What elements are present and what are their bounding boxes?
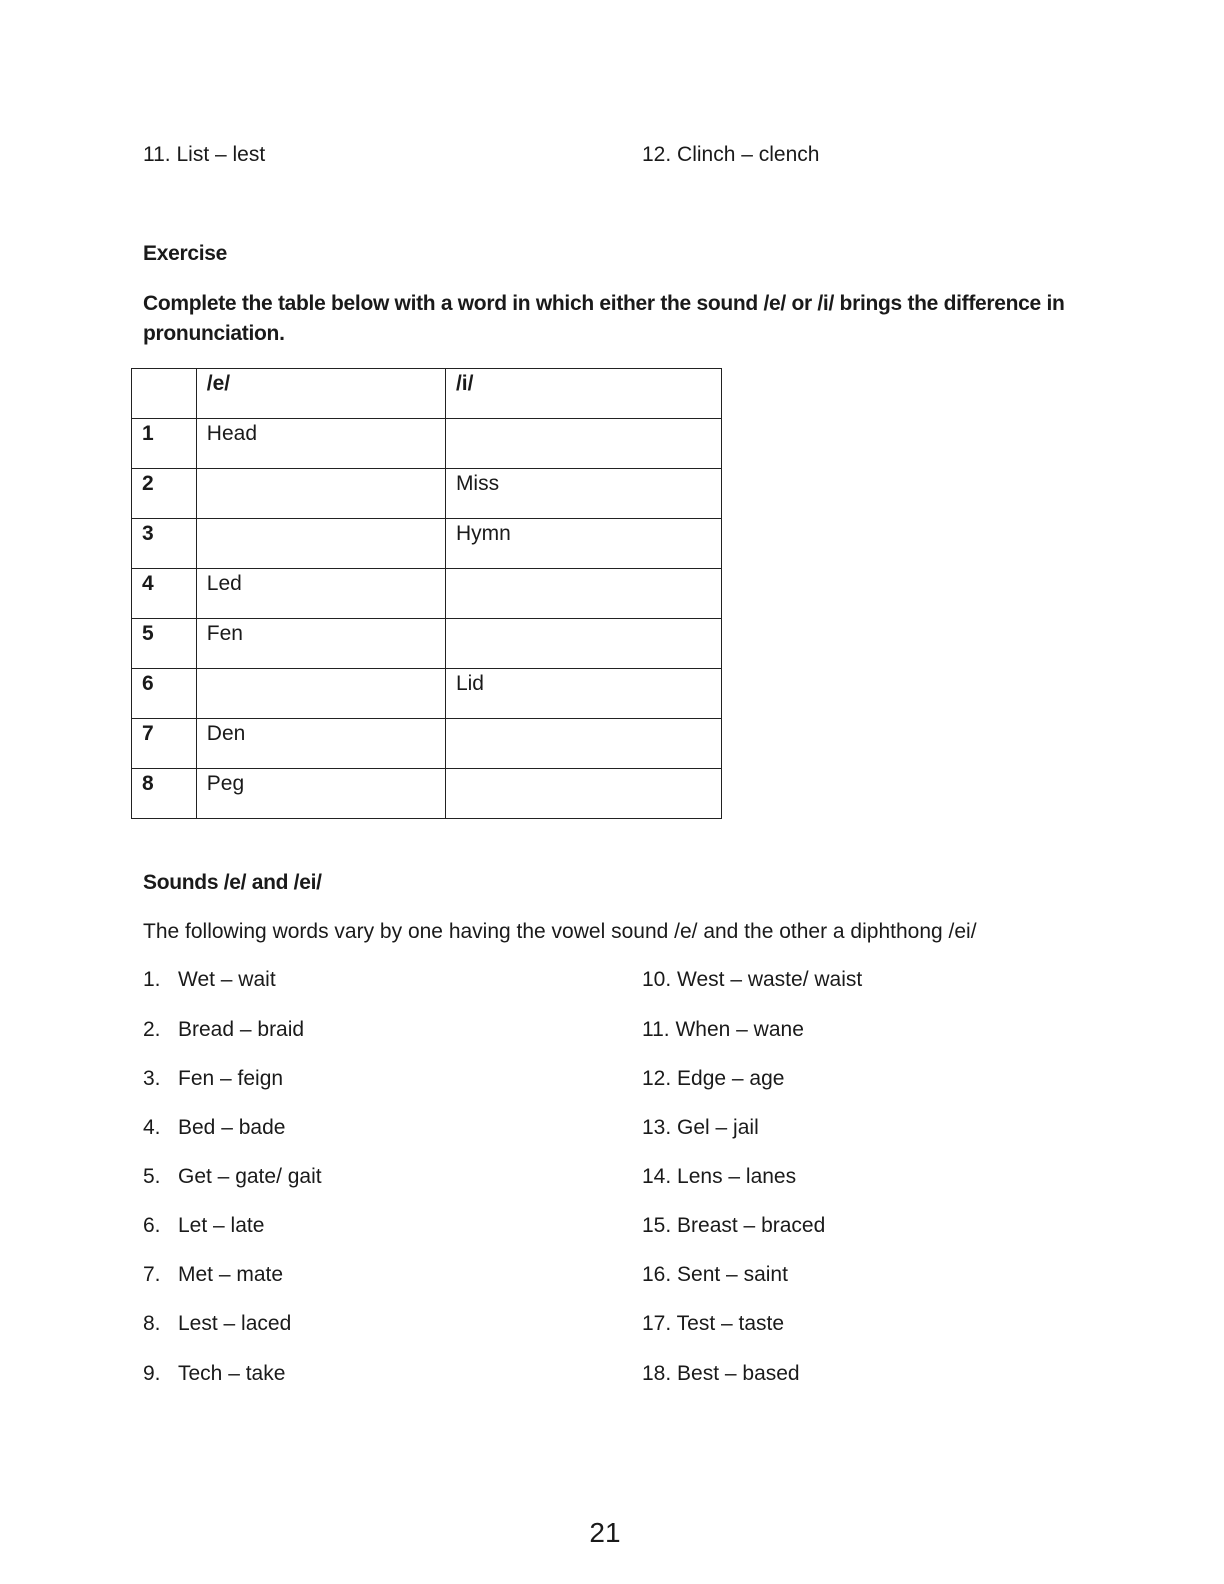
row-e-cell: Den xyxy=(196,719,445,769)
list-item-number: 4. xyxy=(143,1116,161,1139)
list-item xyxy=(143,1164,322,1190)
list-item xyxy=(143,1311,291,1337)
row-number: 4 xyxy=(132,569,197,619)
list-item-number: 7. xyxy=(143,1263,161,1286)
list-item xyxy=(143,967,276,993)
list-item: 14. Lens – lanes xyxy=(642,1165,797,1188)
row-number: 1 xyxy=(132,419,197,469)
row-i-cell: Lid xyxy=(445,669,721,719)
table-row xyxy=(132,719,722,769)
table-row xyxy=(132,519,722,569)
exercise-instruction: Complete the table below with a word in which either the sound /e/ or /i/ brings the difference in pronunciation. xyxy=(143,292,1065,345)
list-item: 11. When – wane xyxy=(642,1018,804,1041)
row-number: 3 xyxy=(132,519,197,569)
list-item-text: Let – late xyxy=(178,1214,265,1237)
list-item: 15. Breast – braced xyxy=(642,1214,826,1237)
list-item: 10. West – waste/ waist xyxy=(642,968,863,991)
row-i-cell: Hymn xyxy=(445,519,721,569)
row-number: 5 xyxy=(132,619,197,669)
list-item-text: Bread – braid xyxy=(178,1018,305,1041)
list-item-number: 9. xyxy=(143,1362,161,1385)
list-item-number: 2. xyxy=(143,1018,161,1041)
row-e-cell: Fen xyxy=(196,619,445,669)
table-row xyxy=(132,469,722,519)
list-item: 18. Best – based xyxy=(642,1362,800,1385)
list-item: 13. Gel – jail xyxy=(642,1116,759,1139)
row-number: 2 xyxy=(132,469,197,519)
row-e-cell xyxy=(196,469,445,519)
list-item: 12. Edge – age xyxy=(642,1067,785,1090)
page-number: 21 xyxy=(589,1517,621,1548)
exercise-table xyxy=(131,368,722,819)
list-item xyxy=(143,1213,264,1239)
table-row xyxy=(132,419,722,469)
row-number: 6 xyxy=(132,669,197,719)
row-e-cell xyxy=(196,669,445,719)
table-header-row xyxy=(132,369,722,419)
table-header-e: /e/ xyxy=(196,369,445,419)
table-row xyxy=(132,769,722,819)
list-item-text: Wet – wait xyxy=(178,968,276,991)
list-item xyxy=(143,1066,283,1092)
row-i-cell xyxy=(445,569,721,619)
sounds-heading: Sounds /e/ and /ei/ xyxy=(143,871,322,894)
row-i-cell xyxy=(445,719,721,769)
list-item xyxy=(143,1017,304,1043)
list-item-text: Bed – bade xyxy=(178,1116,286,1139)
row-i-cell xyxy=(445,619,721,669)
list-item-number: 1. xyxy=(143,968,161,991)
row-i-cell xyxy=(445,419,721,469)
row-number: 8 xyxy=(132,769,197,819)
list-item: 16. Sent – saint xyxy=(642,1263,788,1286)
list-item-number: 6. xyxy=(143,1214,161,1237)
previous-pair-right: 12. Clinch – clench xyxy=(642,143,820,166)
list-item-text: Met – mate xyxy=(178,1263,284,1286)
row-number: 7 xyxy=(132,719,197,769)
row-e-cell: Head xyxy=(196,419,445,469)
list-item xyxy=(143,1262,283,1288)
table-header-cell xyxy=(132,369,197,419)
row-e-cell xyxy=(196,519,445,569)
list-item: 17. Test – taste xyxy=(642,1312,785,1335)
row-e-cell: Led xyxy=(196,569,445,619)
list-item-text: Get – gate/ gait xyxy=(178,1165,322,1188)
list-item xyxy=(143,1361,285,1387)
sounds-intro: The following words vary by one having the vowel sound /e/ and the other a diphthong /ei/ xyxy=(143,920,977,943)
exercise-heading: Exercise xyxy=(143,242,228,265)
table-header-i: /i/ xyxy=(445,369,721,419)
list-item-number: 3. xyxy=(143,1067,161,1090)
previous-pair-left: 11. List – lest xyxy=(143,143,266,166)
row-i-cell: Miss xyxy=(445,469,721,519)
table-row xyxy=(132,619,722,669)
list-item-number: 8. xyxy=(143,1312,161,1335)
table-row xyxy=(132,669,722,719)
row-i-cell xyxy=(445,769,721,819)
table-row xyxy=(132,569,722,619)
row-e-cell: Peg xyxy=(196,769,445,819)
list-item xyxy=(143,1115,285,1141)
list-item-number: 5. xyxy=(143,1165,161,1188)
list-item-text: Fen – feign xyxy=(178,1067,284,1090)
list-item-text: Tech – take xyxy=(178,1362,286,1385)
list-item-text: Lest – laced xyxy=(178,1312,292,1335)
